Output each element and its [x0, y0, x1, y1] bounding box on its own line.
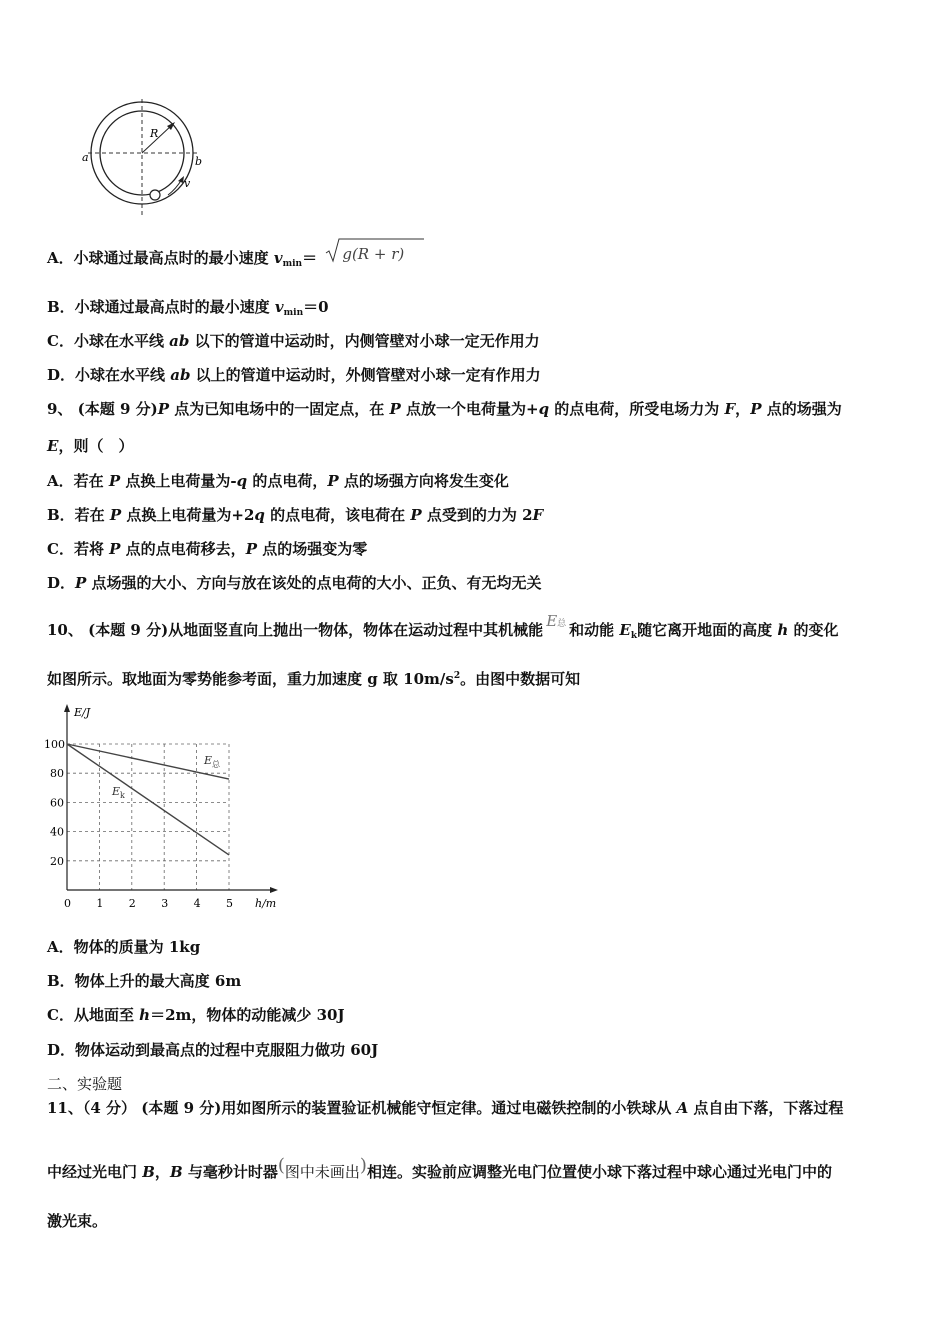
- label-b: b: [195, 155, 203, 168]
- q9-option-d: D．P 点场强的大小、方向与放在该处的点电荷的大小、正负、有无均无关: [47, 574, 542, 592]
- x-tick-label: 5: [226, 897, 233, 910]
- q9-stem-line2: E，则（ ）: [47, 437, 134, 455]
- y-tick-label: 80: [50, 767, 64, 781]
- q10-option-d: D．物体运动到最高点的过程中克服阻力做功 60J: [47, 1041, 379, 1059]
- label-v: v: [184, 177, 191, 190]
- q11-stem-line3: 激光束。: [47, 1212, 108, 1230]
- q9-stem-line1: 9、 (本题 9 分)P 点为已知电场中的一固定点，在 P 点放一个电荷量为+q 的点电荷，所受电场力为 F，P 点的场强为: [47, 400, 842, 418]
- q8-option-d: D．小球在水平线 ab 以上的管道中运动时，外侧管壁对小球一定有作用力: [47, 366, 541, 384]
- q10-option-c: C．从地面至 h＝2m，物体的动能减少 30J: [47, 1006, 345, 1024]
- y-axis-label: E/J: [74, 706, 91, 719]
- q10-stem-line2: 如图所示。取地面为零势能参考面，重力加速度 g 取 $10m/s^2$。由图中数据可知: [47, 670, 581, 688]
- sqrt-formula: g(R + r): [324, 249, 404, 267]
- energy-chart: [40, 702, 290, 916]
- label-R: R: [150, 127, 159, 140]
- x-tick-label: 4: [193, 897, 201, 910]
- x-tick-label: 0: [64, 897, 71, 910]
- series-label-total: $E_总$: [204, 754, 221, 769]
- series-label-k: $E_k$: [112, 785, 125, 800]
- y-tick-label: 60: [50, 796, 64, 810]
- q9-option-b: B．若在 P 点换上电荷量为+2q 的点电荷，该电荷在 P 点受到的力为 2F: [47, 506, 544, 524]
- x-tick-label: 2: [128, 897, 136, 910]
- q10-stem-line1: 10、 (本题 9 分)从地面竖直向上抛出一物体，物体在运动过程中其机械能 E总 和动能 $E_k$随它离开地面的高度 h 的变化: [47, 612, 839, 641]
- q9-option-c: C．若将 P 点的点电荷移去，P 点的场强变为零: [47, 540, 368, 558]
- q11-stem-line1: 11、（4 分） (本题 9 分)用如图所示的装置验证机械能守恒定律。通过电磁铁控制的小铁球从 A 点自由下落，下落过程: [47, 1099, 844, 1117]
- section-heading: 二、实验题: [47, 1075, 123, 1093]
- q10-option-b: B．物体上升的最大高度 6m: [47, 972, 242, 990]
- q9-option-a: A．若在 P 点换上电荷量为-q 的点电荷，P 点的场强方向将发生变化: [47, 472, 509, 490]
- q8-option-b: B．小球通过最高点时的最小速度 $v_{min}=0$: [47, 298, 329, 318]
- small-ball: [150, 190, 160, 200]
- y-axis-arrowhead: [64, 704, 70, 712]
- x-axis-label: h/m: [255, 897, 277, 910]
- label-a: a: [82, 151, 89, 164]
- q8-option-a: A．小球通过最高点时的最小速度 $v_{min}=$ g(R + r): [47, 247, 404, 269]
- q11-stem-line2: 中经过光电门 B，B 与毫秒计时器(图中未画出)相连。实验前应调整光电门位置使小球下落过程中球心通过光电门中的: [47, 1155, 832, 1181]
- q8-option-c: C．小球在水平线 ab 以下的管道中运动时，内侧管壁对小球一定无作用力: [47, 332, 540, 350]
- y-tick-label: 100: [44, 738, 65, 751]
- y-tick-label: 20: [50, 854, 64, 868]
- ring-figure: [80, 97, 215, 217]
- x-tick-label: 3: [161, 897, 169, 910]
- x-axis-arrowhead: [270, 887, 278, 893]
- q10-option-a: A．物体的质量为 1kg: [47, 938, 201, 956]
- x-tick-label: 1: [96, 897, 104, 910]
- y-tick-label: 40: [50, 825, 64, 839]
